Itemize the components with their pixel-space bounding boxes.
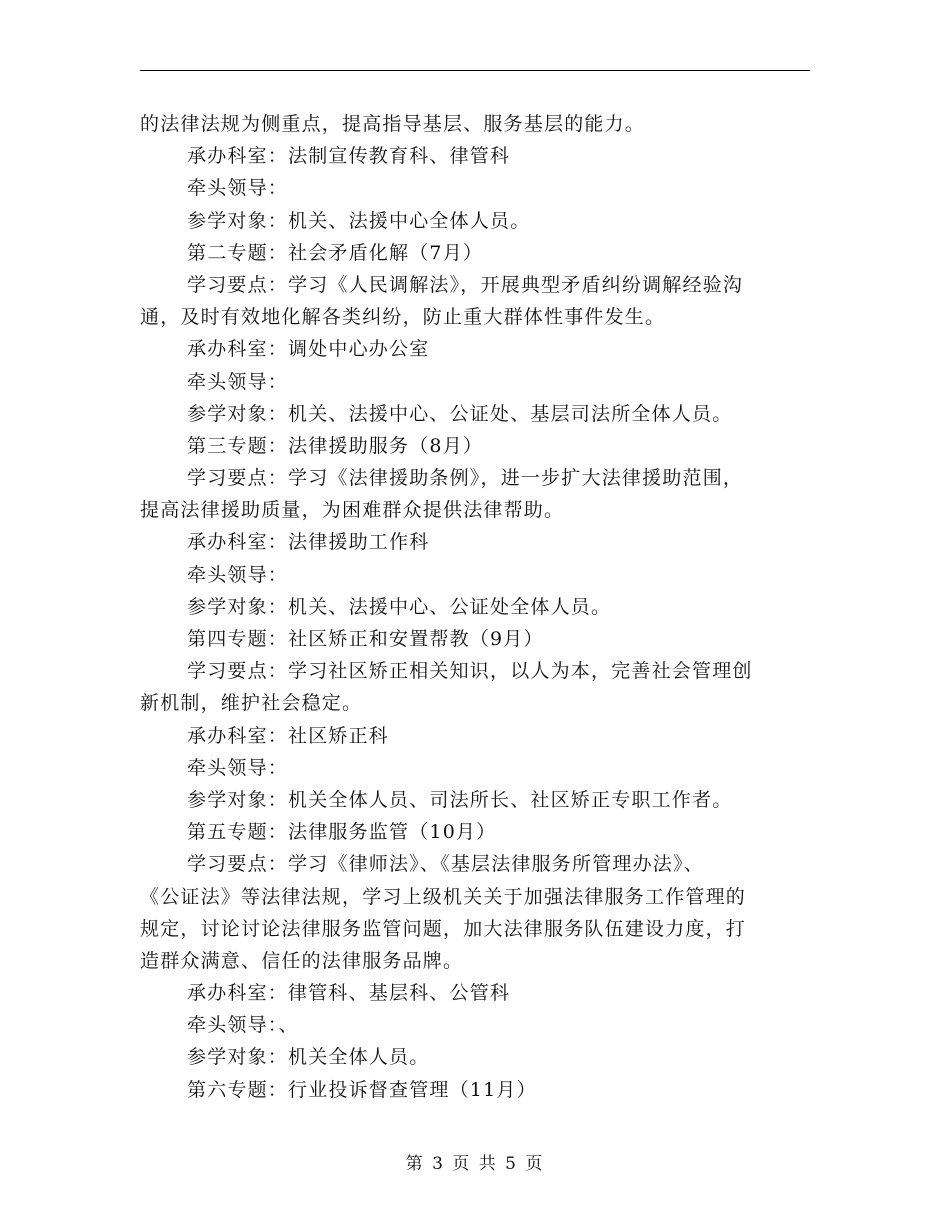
- text-line: 第六专题：行业投诉督查管理（11月）: [187, 1078, 537, 1101]
- text-line: 参学对象：机关、法援中心、公证处全体人员。: [187, 595, 612, 618]
- text-line: 参学对象：机关全体人员、司法所长、社区矫正专职工作者。: [187, 788, 733, 811]
- text-line: 牵头领导：: [187, 563, 289, 586]
- text-line: 学习要点：学习《人民调解法》，开展典型矛盾纠纷调解经验沟: [187, 273, 744, 296]
- text-line: 新机制，维护社会稳定。: [140, 692, 363, 715]
- text-line: 第四专题：社区矫正和安置帮教（9月）: [187, 628, 544, 650]
- document-body: [140, 108, 805, 1106]
- text-line: 承办科室：社区矫正科: [187, 724, 390, 747]
- text-line: 承办科室：调处中心办公室: [187, 338, 430, 361]
- page-footer: [0, 1152, 950, 1176]
- text-line: 承办科室：法制宣传教育科、律管科: [187, 145, 511, 168]
- text-line: 参学对象：机关全体人员。: [187, 1046, 430, 1069]
- text-line: 造群众满意、信任的法律服务品牌。: [140, 949, 464, 972]
- text-line: 参学对象：机关、法援中心、公证处、基层司法所全体人员。: [187, 402, 733, 425]
- text-line: 牵头领导：、: [187, 1014, 299, 1037]
- text-line: 第二专题：社会矛盾化解（7月）: [187, 241, 484, 264]
- text-line: 规定，讨论讨论法律服务监管问题，加大法律服务队伍建设力度，打: [140, 917, 747, 940]
- text-line: 学习要点：学习《律师法》、《基层法律服务所管理办法》、: [187, 853, 704, 876]
- text-line: 学习要点：学习社区矫正相关知识，以人为本，完善社会管理创: [187, 660, 753, 683]
- page-number-label: 第 3 页 共 5 页: [405, 1154, 545, 1174]
- text-line: 提高法律援助质量，为困难群众提供法律帮助。: [140, 499, 565, 522]
- text-line: 牵头领导：: [187, 370, 289, 393]
- text-line: 第三专题：法律援助服务（8月）: [187, 434, 484, 457]
- text-line: 第五专题：法律服务监管（10月）: [187, 821, 497, 844]
- text-line: 《公证法》等法律法规，学习上级机关关于加强法律服务工作管理的: [140, 885, 747, 908]
- text-line: 参学对象：机关、法援中心全体人员。: [187, 209, 531, 232]
- text-line: 学习要点：学习《法律援助条例》，进一步扩大法律援助范围，: [187, 467, 744, 490]
- text-line: 通，及时有效地化解各类纠纷，防止重大群体性事件发生。: [140, 306, 666, 329]
- text-line: 牵头领导：: [187, 756, 289, 779]
- text-line: 承办科室：法律援助工作科: [187, 531, 430, 554]
- text-line: 的法律法规为侧重点，提高指导基层、服务基层的能力。: [140, 113, 646, 135]
- header-rule: [140, 70, 810, 71]
- text-line: 牵头领导：: [187, 177, 289, 200]
- text-line: 承办科室：律管科、基层科、公管科: [187, 982, 511, 1005]
